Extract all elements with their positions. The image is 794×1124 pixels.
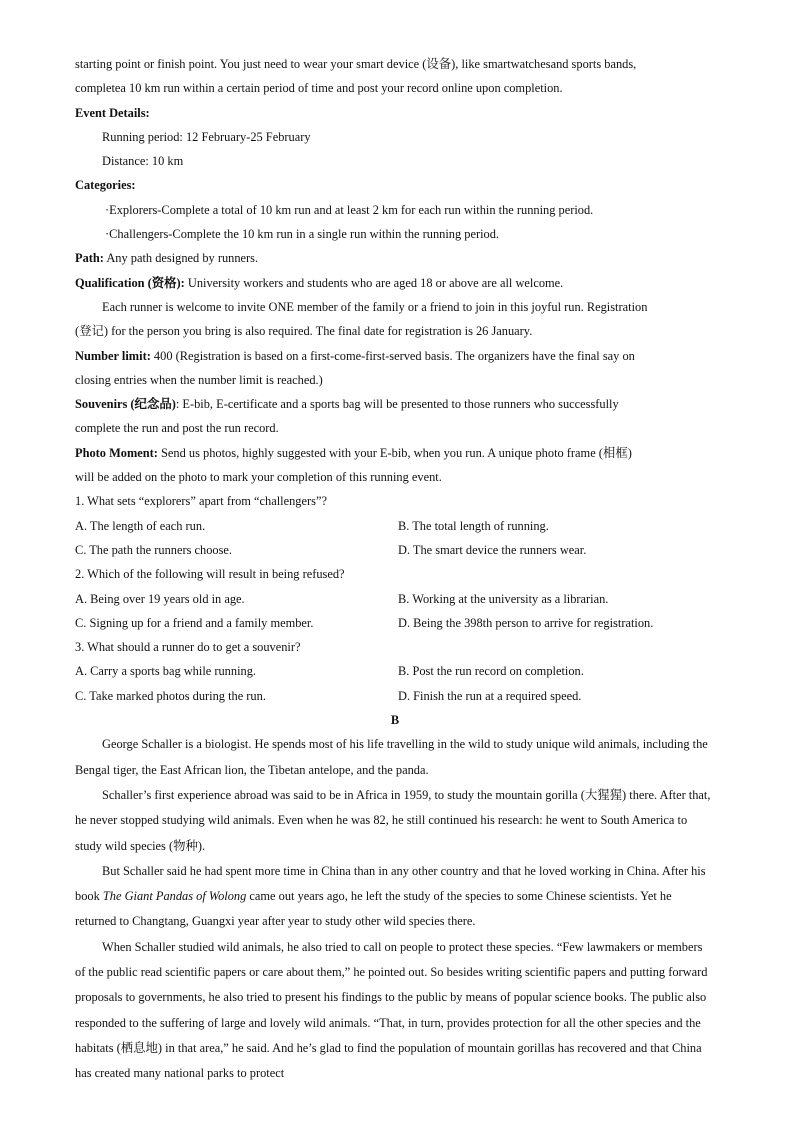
section-b-paragraph-3 <box>75 859 715 935</box>
invite-line-2: (登记) for the person you bring is also required. The final date for registration is 26 January. <box>75 324 533 339</box>
question-2-options-ab <box>75 587 715 611</box>
q1-option-b: B. The total length of running. <box>398 518 549 533</box>
question-2-options-cd <box>75 611 715 635</box>
paragraph-3-start: But Schaller said he had spent more time in China than in any other country and that he loved working in China. After his book <box>75 863 706 904</box>
q1-option-d: D. The smart device the runners wear. <box>398 542 587 557</box>
photo-moment-line-2: will be added on the photo to mark your completion of this running event. <box>75 470 442 485</box>
photo-moment-text: Send us photos, highly suggested with your E-bib, when you run. A unique photo frame (相框) <box>157 445 632 460</box>
running-period: Running period: 12 February-25 February <box>102 129 311 144</box>
distance: Distance: 10 km <box>102 154 184 169</box>
section-b-paragraph-1: George Schaller is a biologist. He spends most of his life travelling in the wild to study unique wild animals, including the Bengal tiger, the East African lion, the Tibetan antelope, and the panda. <box>75 737 708 777</box>
question-3: 3. What should a runner do to get a souvenir? <box>75 640 301 655</box>
souvenirs-line-2: complete the run and post the run record. <box>75 421 279 436</box>
qualification-text: University workers and students who are aged 18 or above are all welcome. <box>184 275 564 290</box>
souvenirs-line <box>75 392 715 416</box>
photo-moment-line <box>75 441 715 465</box>
q2-option-a: A. Being over 19 years old in age. <box>75 591 245 606</box>
path-line <box>75 246 715 270</box>
q2-option-c: C. Signing up for a friend and a family member. <box>75 615 314 630</box>
section-b-paragraph-4: When Schaller studied wild animals, he also tried to call on people to protect these species. “Few lawmakers or members of the public read scientific papers or care about them,” he pointed out. So besides writing scientific papers and putting forward proposals to governments, he also tried to present his findings to the public by means of popular science books. The public also responded to the suffering of large and lovely wild animals. “That, in turn, provides protection for all the other species and the habitats (栖息地) in that area,” he said. And he’s glad to find the population of mountain gorillas has recovered and that China has created many national parks to protect <box>75 939 708 1081</box>
number-limit-line <box>75 344 715 368</box>
number-limit-label: Number limit: <box>75 348 151 363</box>
q1-option-a: A. The length of each run. <box>75 518 206 533</box>
number-limit-text: 400 (Registration is based on a first-come-first-served basis. The organizers have the final say on <box>150 348 635 363</box>
q2-option-b: B. Working at the university as a librarian. <box>398 591 609 606</box>
souvenirs-text: : E-bib, E-certificate and a sports bag will be presented to those runners who successfully <box>175 397 619 412</box>
category-explorers: ·Explorers-Complete a total of 10 km run and at least 2 km for each run within the running period. <box>105 202 594 217</box>
question-1: 1. What sets “explorers” apart from “challengers”? <box>75 494 327 509</box>
souvenirs-label: Souvenirs (纪念品) <box>75 397 176 412</box>
intro-line-2: completea 10 km run within a certain period of time and post your record online upon completion. <box>75 81 563 96</box>
path-label: Path: <box>75 251 104 266</box>
book-title: The Giant Pandas of Wolong <box>102 889 247 904</box>
question-3-options-cd <box>75 684 715 708</box>
qualification-line <box>75 271 715 295</box>
q3-option-a: A. Carry a sports bag while running. <box>75 664 257 679</box>
question-1-options-cd <box>75 538 715 562</box>
event-details-label: Event Details: <box>75 105 150 120</box>
question-3-options-ab <box>75 659 715 683</box>
q3-option-b: B. Post the run record on completion. <box>398 664 584 679</box>
q3-option-d: D. Finish the run at a required speed. <box>398 688 582 703</box>
photo-moment-label: Photo Moment: <box>75 445 158 460</box>
q3-option-c: C. Take marked photos during the run. <box>75 688 266 703</box>
section-b-paragraph-2: Schaller’s first experience abroad was said to be in Africa in 1959, to study the mountain gorilla (大猩猩) there. After that, he never stopped studying wild animals. Even when he was 82, he still continued his research: he went to South America to study wild species (物种). <box>75 787 711 853</box>
document-page <box>75 52 715 1086</box>
q2-option-d: D. Being the 398th person to arrive for registration. <box>398 615 654 630</box>
q1-option-c: C. The path the runners choose. <box>75 542 233 557</box>
question-2: 2. Which of the following will result in being refused? <box>75 567 345 582</box>
categories-heading <box>75 173 715 197</box>
path-text: Any path designed by runners. <box>103 251 259 266</box>
categories-label: Categories: <box>75 178 136 193</box>
question-1-options-ab <box>75 514 715 538</box>
qualification-label: Qualification (资格): <box>75 275 185 290</box>
paragraph-3-end: came out years ago, he left the study of the species to some Chinese scientists. Yet he returned to Changtang, Guangxi year after year to study other wild species there. <box>75 889 672 929</box>
event-details-heading <box>75 101 715 125</box>
intro-line-1: starting point or finish point. You just need to wear your smart device (设备), like smartwatchesand sports bands, <box>75 57 637 71</box>
number-limit-line-2: closing entries when the number limit is reached.) <box>75 372 323 387</box>
invite-line-1: Each runner is welcome to invite ONE member of the family or a friend to join in this joyful run. Registration <box>102 299 648 314</box>
section-b-title: B <box>390 713 400 728</box>
category-challengers: ·Challengers-Complete the 10 km run in a single run within the running period. <box>105 227 500 242</box>
